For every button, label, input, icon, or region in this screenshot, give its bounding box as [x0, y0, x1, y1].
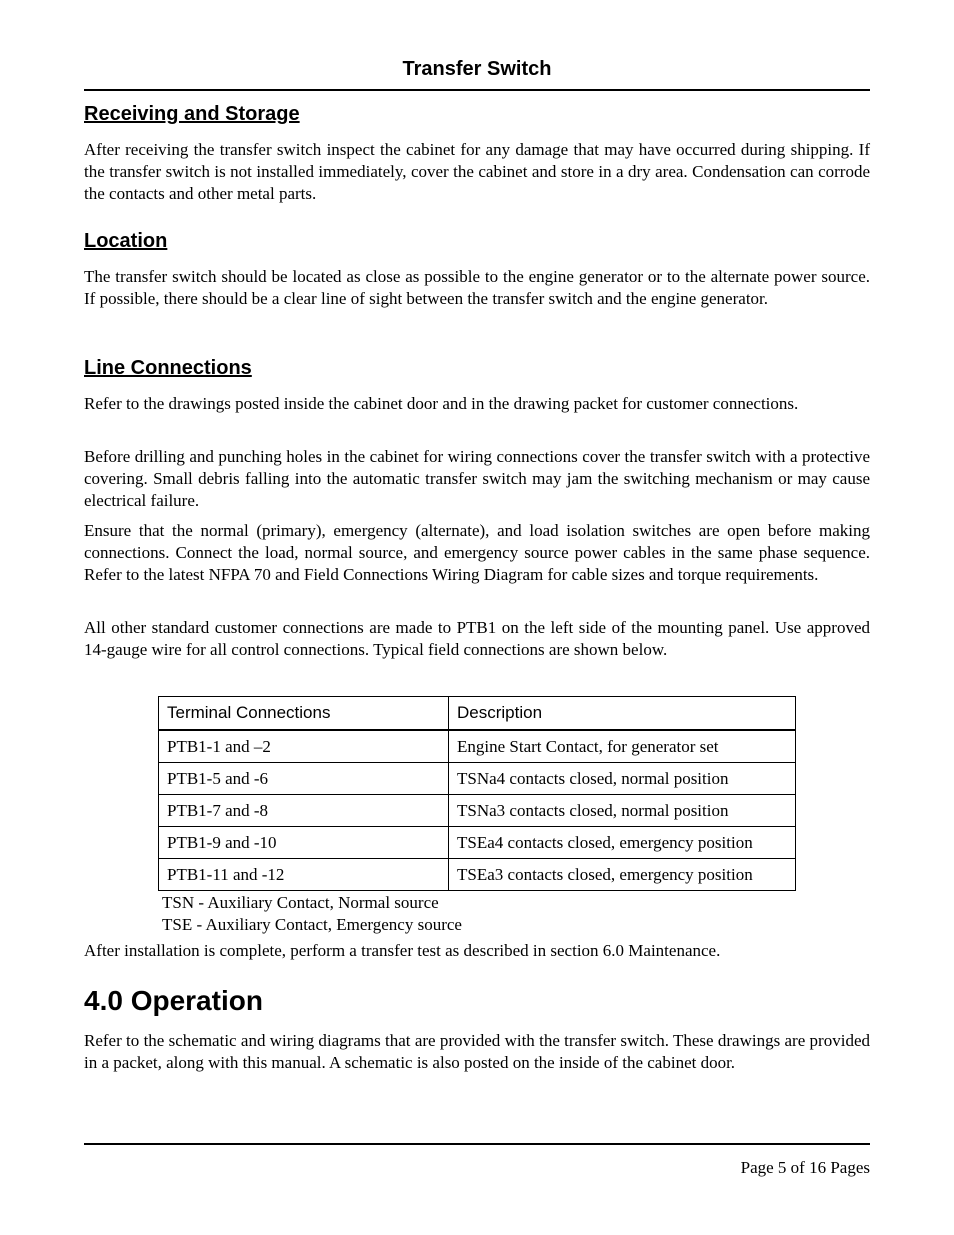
table-note-tse: TSE - Auxiliary Contact, Emergency source	[162, 915, 462, 934]
table-header-row	[159, 697, 796, 731]
description-cell: TSEa3 contacts closed, emergency position	[449, 859, 796, 891]
paragraph-line-connections-3: Ensure that the normal (primary), emergency (alternate), and load isolation switches are open before making connections. Connect the load, normal source, and emergency source power cables in the same phase sequence. Refer to the latest NFPA 70 and Field Connections Wiring Diagram for cable sizes and torque requirements.	[84, 521, 870, 584]
paragraph-line-connections-2: Before drilling and punching holes in the cabinet for wiring connections cover the transfer switch with a protective covering. Small debris falling into the automatic transfer switch may jam the switching mechanism or may cause electrical failure.	[84, 447, 870, 510]
table-row	[159, 827, 796, 859]
paragraph-receiving: After receiving the transfer switch inspect the cabinet for any damage that may have occurred during shipping. If the transfer switch is not installed immediately, cover the cabinet and store in a dry area. Condensation can corrode the contacts and other metal parts.	[84, 140, 870, 203]
paragraph-location: The transfer switch should be located as close as possible to the engine generator or to the alternate power source. If possible, there should be a clear line of sight between the transfer switch and the engine generator.	[84, 267, 870, 308]
table-note-tsn: TSN - Auxiliary Contact, Normal source	[162, 893, 439, 912]
column-header-terminal: Terminal Connections	[159, 697, 449, 731]
column-header-description: Description	[449, 697, 796, 731]
footer-rule	[84, 1143, 870, 1145]
terminal-connections-table	[158, 696, 796, 891]
header-rule	[84, 89, 870, 91]
table-row	[159, 763, 796, 795]
heading-receiving-and-storage: Receiving and Storage	[84, 103, 300, 125]
description-cell: Engine Start Contact, for generator set	[449, 730, 796, 763]
paragraph-line-connections-4: All other standard customer connections are made to PTB1 on the left side of the mounting panel. Use approved 14-gauge wire for all control connections. Typical field connections are shown below.	[84, 618, 870, 659]
table-row	[159, 795, 796, 827]
paragraph-after-installation: After installation is complete, perform a transfer test as described in section 6.0 Maintenance.	[84, 941, 721, 960]
paragraph-line-connections-1: Refer to the drawings posted inside the cabinet door and in the drawing packet for customer connections.	[84, 394, 799, 413]
terminal-cell: PTB1-1 and –2	[159, 730, 449, 763]
terminal-cell: PTB1-9 and -10	[159, 827, 449, 859]
heading-operation: 4.0 Operation	[84, 985, 263, 1016]
heading-location: Location	[84, 230, 168, 252]
terminal-cell: PTB1-7 and -8	[159, 795, 449, 827]
page-number: Page 5 of 16 Pages	[740, 1158, 870, 1177]
terminal-cell: PTB1-11 and -12	[159, 859, 449, 891]
page-header-title: Transfer Switch	[402, 58, 552, 80]
terminal-cell: PTB1-5 and -6	[159, 763, 449, 795]
heading-line-connections: Line Connections	[84, 357, 252, 379]
paragraph-operation: Refer to the schematic and wiring diagrams that are provided with the transfer switch. These drawings are provided in a packet, along with this manual. A schematic is also posted on the inside of the cabinet door.	[84, 1031, 870, 1072]
description-cell: TSEa4 contacts closed, emergency position	[449, 827, 796, 859]
table-row	[159, 730, 796, 763]
table-row	[159, 859, 796, 891]
description-cell: TSNa3 contacts closed, normal position	[449, 795, 796, 827]
description-cell: TSNa4 contacts closed, normal position	[449, 763, 796, 795]
